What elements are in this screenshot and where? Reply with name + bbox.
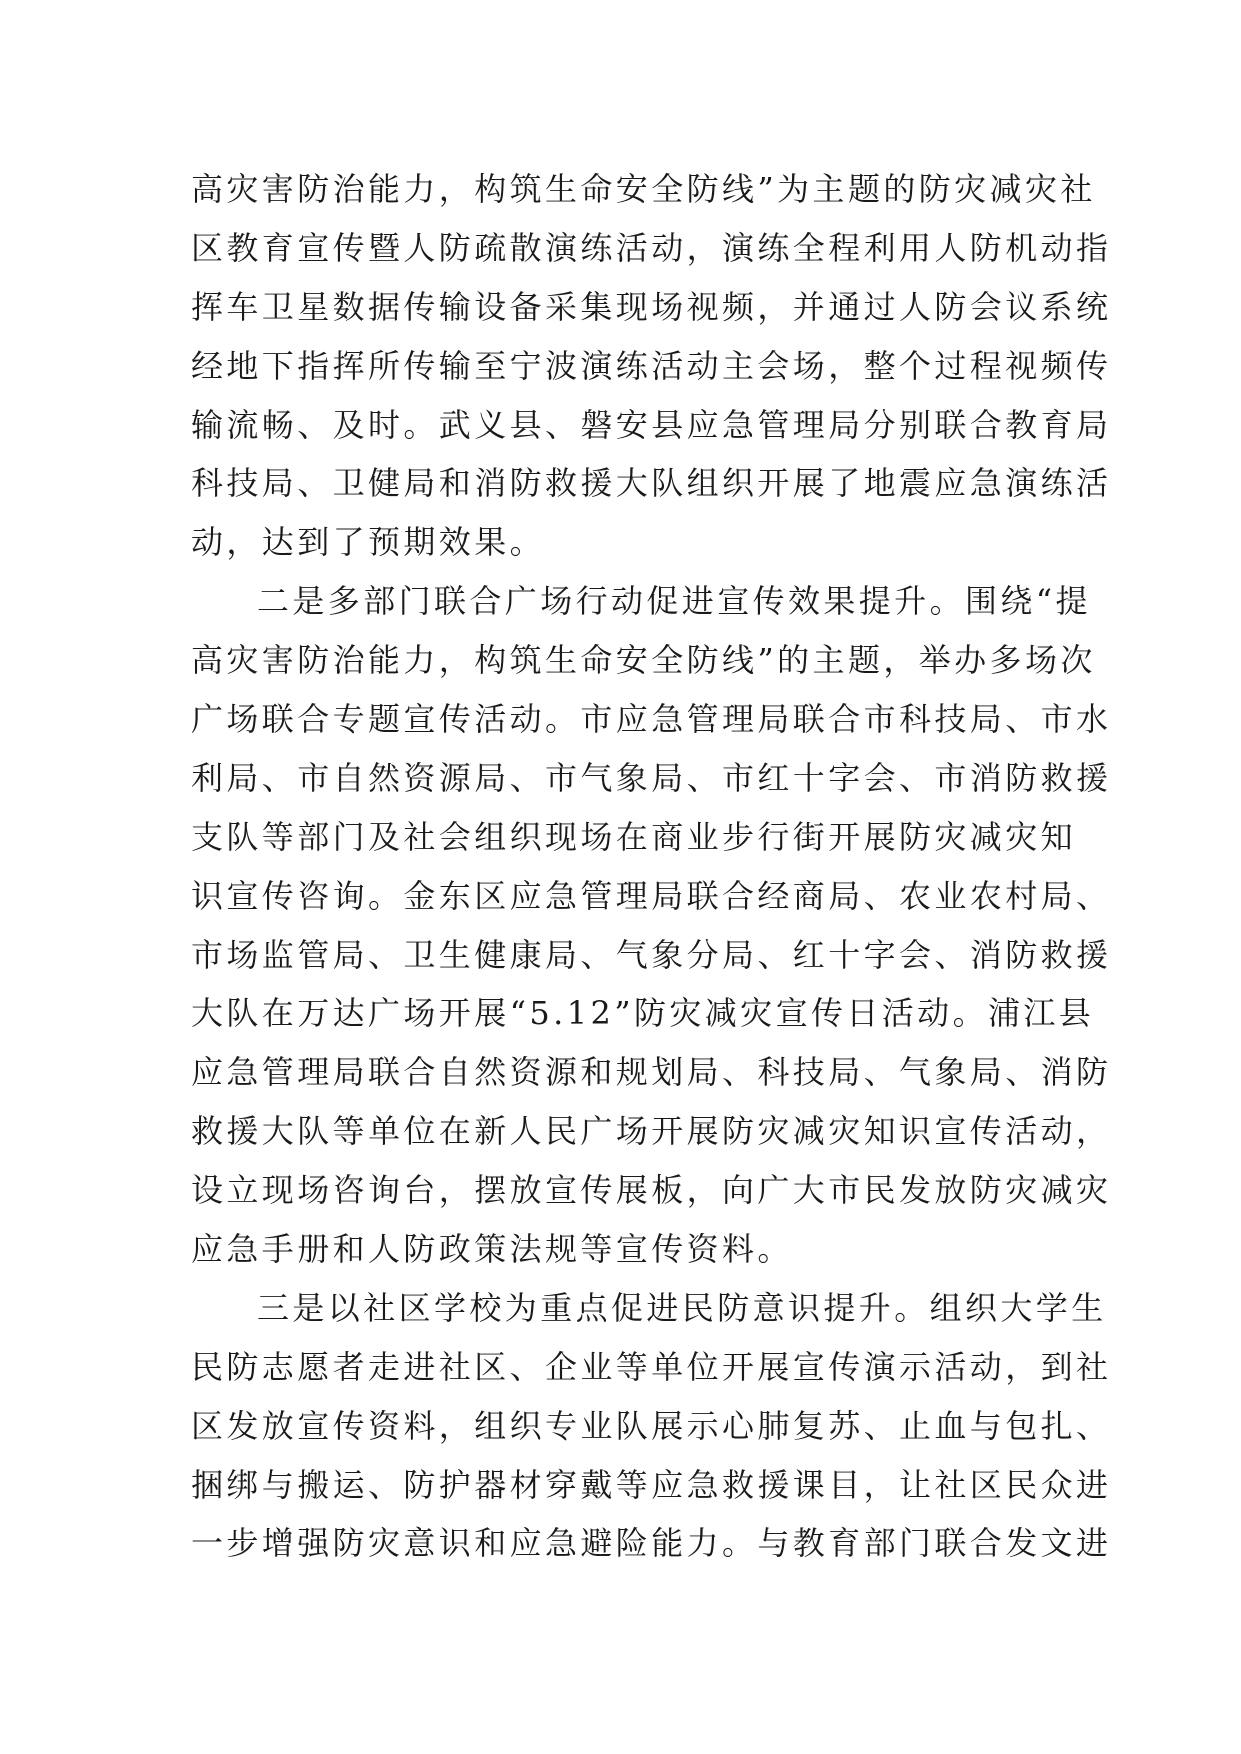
text-line: 利局、市自然资源局、市气象局、市红十字会、市消防救援 (191, 758, 1112, 797)
paragraph-first-line: 二是多部门联合广场行动促进宣传效果提升。围绕“提 (257, 582, 1091, 621)
text-line: 捆绑与搬运、防护器材穿戴等应急救援课目，让社区民众进 (191, 1465, 1112, 1504)
text-line: 应急手册和人防政策法规等宣传资料。 (191, 1230, 793, 1269)
paragraph-first-line: 三是以社区学校为重点促进民防意识提升。组织大学生 (257, 1288, 1107, 1327)
text-line: 救援大队等单位在新人民广场开展防灾减灾知识宣传活动， (191, 1112, 1112, 1151)
text-line: 科技局、卫健局和消防救援大队组织开展了地震应急演练活 (191, 464, 1112, 503)
text-line: 市场监管局、卫生健康局、气象分局、红十字会、消防救援 (191, 935, 1112, 974)
text-line: 区发放宣传资料，组织专业队展示心肺复苏、止血与包扎、 (191, 1406, 1112, 1445)
text-line: 支队等部门及社会组织现场在商业步行街开展防灾减灾知 (191, 817, 1077, 856)
text-line: 输流畅、及时。武义县、磐安县应急管理局分别联合教育局 (191, 405, 1112, 444)
text-line: 挥车卫星数据传输设备采集现场视频，并通过人防会议系统 (191, 287, 1112, 326)
text-line: 应急管理局联合自然资源和规划局、科技局、气象局、消防 (191, 1053, 1112, 1092)
text-line: 广场联合专题宣传活动。市应急管理局联合市科技局、市水 (191, 700, 1112, 739)
text-line: 区教育宣传暨人防疏散演练活动，演练全程利用人防机动指 (191, 228, 1112, 267)
text-line: 大队在万达广场开展“5.12”防灾减灾宣传日活动。浦江县 (191, 994, 1095, 1033)
text-line: 民防志愿者走进社区、企业等单位开展宣传演示活动，到社 (191, 1347, 1112, 1386)
text-line: 高灾害防治能力，构筑生命安全防线”的主题，举办多场次 (191, 641, 1096, 680)
text-line: 动，达到了预期效果。 (191, 523, 546, 562)
text-line: 识宣传咨询。金东区应急管理局联合经商局、农业农村局、 (191, 876, 1112, 915)
document-body (191, 160, 1112, 1573)
text-line: 高灾害防治能力，构筑生命安全防线”为主题的防灾减灾社 (191, 170, 1096, 208)
text-line: 一步增强防灾意识和应急避险能力。与教育部门联合发文进 (191, 1524, 1112, 1563)
text-line: 设立现场咨询台，摆放宣传展板，向广大市民发放防灾减灾 (191, 1171, 1112, 1210)
text-line: 经地下指挥所传输至宁波演练活动主会场，整个过程视频传 (191, 346, 1112, 385)
